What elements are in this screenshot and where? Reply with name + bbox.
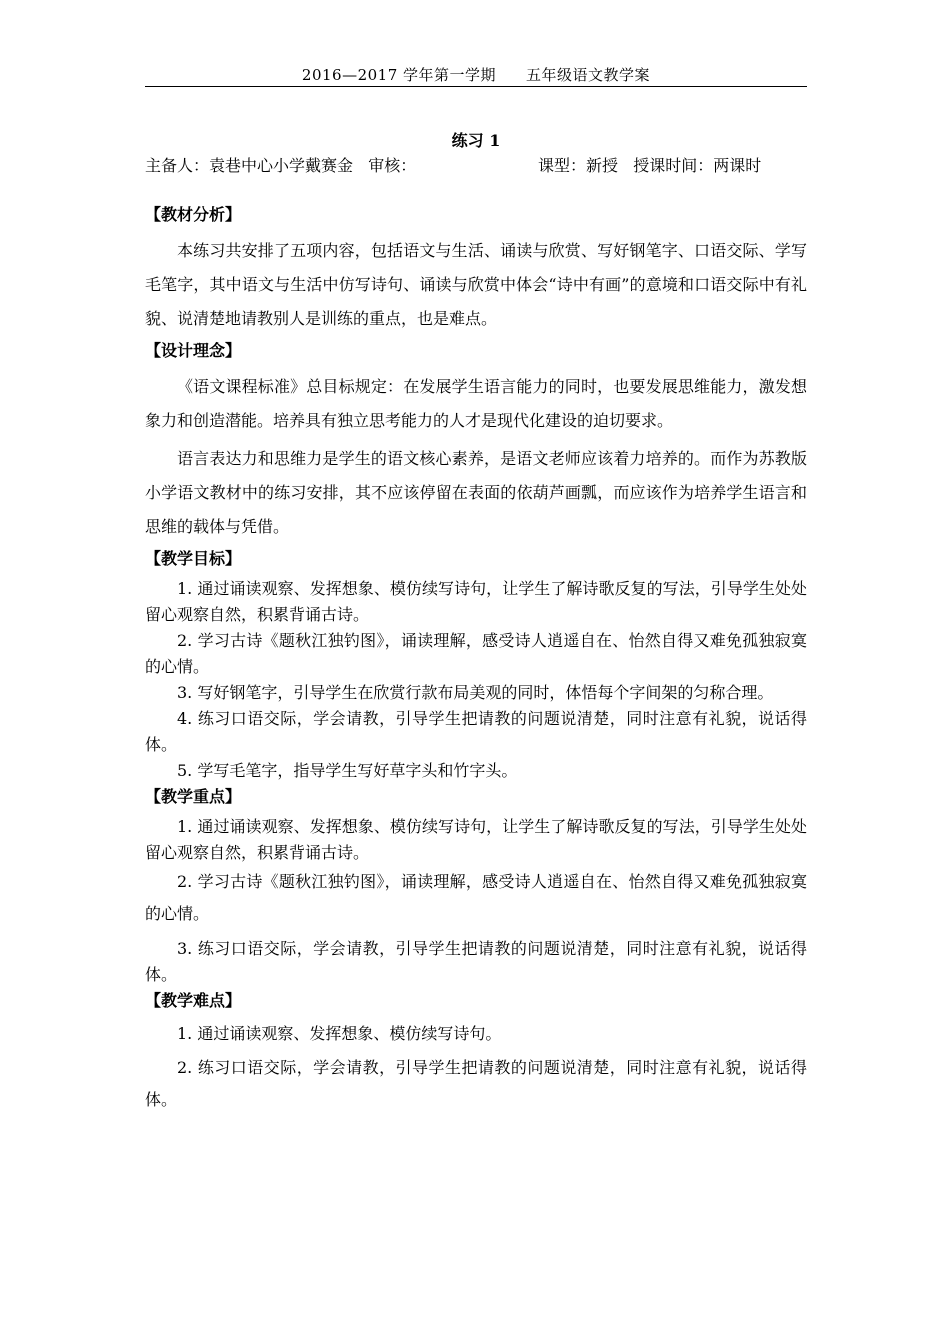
section-concept [145,338,807,544]
list-item: 3. 练习口语交际，学会请教，引导学生把请教的问题说清楚，同时注意有礼貌，说话得体。 [145,939,807,984]
list-item: 5. 学写毛笔字，指导学生写好草字头和竹字头。 [177,761,518,780]
meta-reviewer: 审核： [368,156,417,175]
paragraph: 《语文课程标准》总目标规定：在发展学生语言能力的同时，也要发展思维能力，激发想象力和创造潜能。培养具有独立思考能力的人才是现代化建设的迫切要求。 [145,377,807,430]
meta-line [145,153,807,176]
list-item: 2. 练习口语交际，学会请教，引导学生把请教的问题说清楚，同时注意有礼貌，说话得体。 [145,1058,807,1109]
paragraph: 语言表达力和思维力是学生的语文核心素养，是语文老师应该着力培养的。而作为苏教版小学语文教材中的练习安排，其不应该停留在表面的依葫芦画瓢，而应该作为培养学生语言和思维的载体与凭借。 [145,449,807,536]
list-item: 1. 通过诵读观察、发挥想象、模仿续写诗句，让学生了解诗歌反复的写法，引导学生处处留心观察自然，积累背诵古诗。 [145,817,807,862]
paragraph: 本练习共安排了五项内容，包括语文与生活、诵读与欣赏、写好钢笔字、口语交际、学写毛笔字，其中语文与生活中仿写诗句、诵读与欣赏中体会“诗中有画”的意境和口语交际中有礼貌、说清楚地请教别人是训练的重点，也是难点。 [145,241,807,328]
section-heading: 【设计理念】 [145,341,242,360]
list-item: 1. 通过诵读观察、发挥想象、模仿续写诗句。 [177,1024,502,1043]
meta-lesson-time: 授课时间：两课时 [633,156,762,175]
page-header [145,64,807,85]
section-difficulties [145,988,807,1116]
section-goals [145,546,807,784]
section-analysis [145,202,807,336]
list-item: 3. 写好钢笔字，引导学生在欣赏行款布局美观的同时，体悟每个字间架的匀称合理。 [177,683,774,702]
section-key-points [145,784,807,988]
header-course: 五年级语文教学案 [526,66,651,84]
header-rule [145,86,807,87]
document-body [145,202,807,1116]
section-heading: 【教材分析】 [145,205,242,224]
meta-preparer: 主备人：袁巷中心小学戴赛金 [145,156,354,175]
section-heading: 【教学重点】 [145,787,242,806]
document-title: 练习 1 [451,131,501,150]
header-term: 2016—2017 学年第一学期 [301,66,497,84]
list-item: 2. 学习古诗《题秋江独钓图》，诵读理解，感受诗人逍遥自在、怡然自得又难免孤独寂寞的心情。 [145,631,807,676]
section-heading: 【教学难点】 [145,991,242,1010]
list-item: 4. 练习口语交际，学会请教，引导学生把请教的问题说清楚，同时注意有礼貌，说话得体。 [145,709,807,754]
list-item: 1. 通过诵读观察、发挥想象、模仿续写诗句，让学生了解诗歌反复的写法，引导学生处处留心观察自然，积累背诵古诗。 [145,579,807,624]
list-item: 2. 学习古诗《题秋江独钓图》，诵读理解，感受诗人逍遥自在、怡然自得又难免孤独寂寞的心情。 [145,872,807,923]
section-heading: 【教学目标】 [145,549,242,568]
meta-lesson-type: 课型：新授 [538,156,619,175]
